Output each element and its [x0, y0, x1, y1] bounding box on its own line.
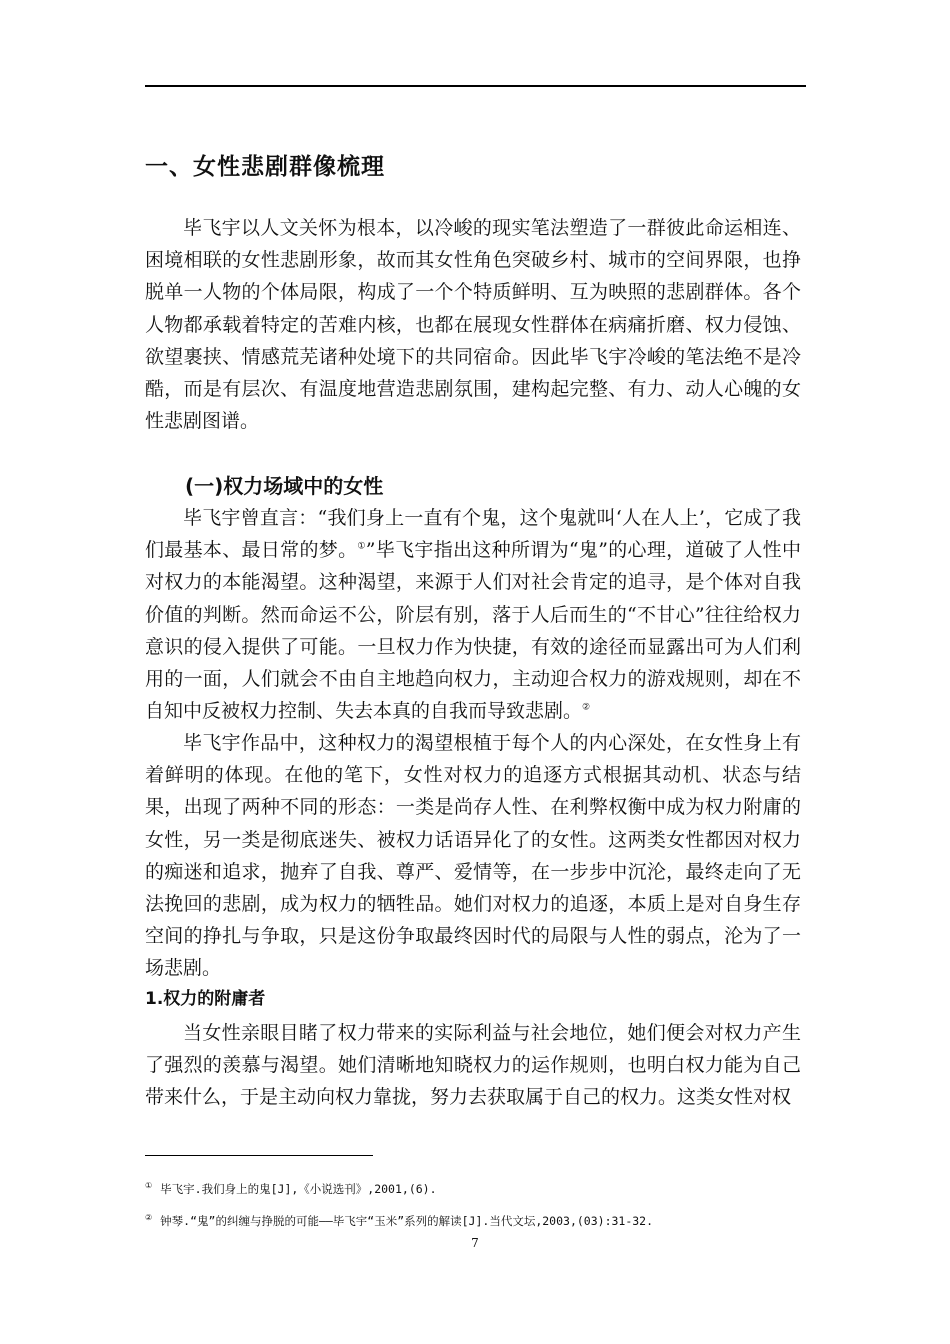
- footnote-ref-1[interactable]: ①: [357, 541, 366, 552]
- footnote-marker: ①: [145, 1181, 153, 1190]
- footnote-ref-2[interactable]: ②: [582, 702, 591, 713]
- paragraph-power-desire: [145, 502, 801, 727]
- intro-paragraph: 毕飞宇以人文关怀为根本，以冷峻的现实笔法塑造了一群彼此命运相连、困境相联的女性悲剧形象，故而其女性角色突破乡村、城市的空间界限，也挣脱单一人物的个体局限，构成了一个个特质鲜明、互为映照的悲剧群体。各个人物都承载着特定的苦难内核，也都在展现女性群体在病痛折磨、权力侵蚀、欲望裹挟、情感荒芜诸种处境下的共同宿命。因此毕飞宇冷峻的笔法绝不是冷酷，而是有层次、有温度地营造悲剧氛围，建构起完整、有力、动人心魄的女性悲剧图谱。: [145, 217, 801, 433]
- subsection-heading: (一)权力场域中的女性: [185, 474, 384, 498]
- footnote-text: 钟琴.“鬼”的纠缠与挣脱的可能——毕飞宇“玉米”系列的解读[J].当代文坛,2003,(03):31-32.: [160, 1213, 654, 1228]
- footnote-1: [145, 1178, 805, 1197]
- page-number: 7: [471, 1236, 479, 1250]
- sub-subsection-heading: 1.权力的附庸者: [145, 989, 266, 1009]
- paragraph-women-power: 毕飞宇作品中，这种权力的渴望根植于每个人的内心深处，在女性身上有着鲜明的体现。在他的笔下，女性对权力的追逐方式根据其动机、状态与结果，出现了两种不同的形态：一类是尚存人性、在利弊权衡中成为权力附庸的女性，另一类是彻底迷失、被权力话语异化了的女性。这两类女性都因对权力的痴迷和追求，抛弃了自我、尊严、爱情等，在一步步中沉沦，最终走向了无法挽回的悲剧，成为权力的牺牲品。她们对权力的追逐，本质上是对自身生存空间的挣扎与争取，只是这份争取最终因时代的局限与人性的弱点，沦为了一场悲剧。: [145, 732, 801, 980]
- footnote-marker: ②: [145, 1213, 153, 1222]
- header-rule: [145, 85, 806, 87]
- footnote-text: 毕飞宇.我们身上的鬼[J],《小说选刊》,2001,(6).: [160, 1181, 437, 1196]
- paragraph-text: ”毕飞宇指出这种所谓为“鬼”的心理，道破了人性中对权力的本能渴望。这种渴望，来源于人们对社会肯定的追寻，是个体对自我价值的判断。然而命运不公，阶层有别，落于人后而生的“不甘心”往往给权力意识的侵入提供了可能。一旦权力作为快捷，有效的途径而显露出可为人们利用的一面，人们就会不由自主地趋向权力，主动迎合权力的游戏规则，却在不自知中反被权力控制、失去本真的自我而导致悲剧。: [145, 539, 801, 723]
- section-heading: 一、女性悲剧群像梳理: [145, 154, 385, 180]
- footnote-2: [145, 1210, 805, 1229]
- paragraph-dependents: 当女性亲眼目睹了权力带来的实际利益与社会地位，她们便会对权力产生了强烈的羡慕与渴望。她们清晰地知晓权力的运作规则，也明白权力能为自己带来什么，于是主动向权力靠拢，努力去获取属于自己的权力。这类女性对权: [145, 1022, 801, 1109]
- paragraph-text: 毕飞宇曾直言：“我们身上一直有个鬼，这个鬼就叫‘人在人上’，它成了我们最基本、最日常的梦。: [145, 507, 801, 562]
- footnote-separator: [145, 1155, 373, 1156]
